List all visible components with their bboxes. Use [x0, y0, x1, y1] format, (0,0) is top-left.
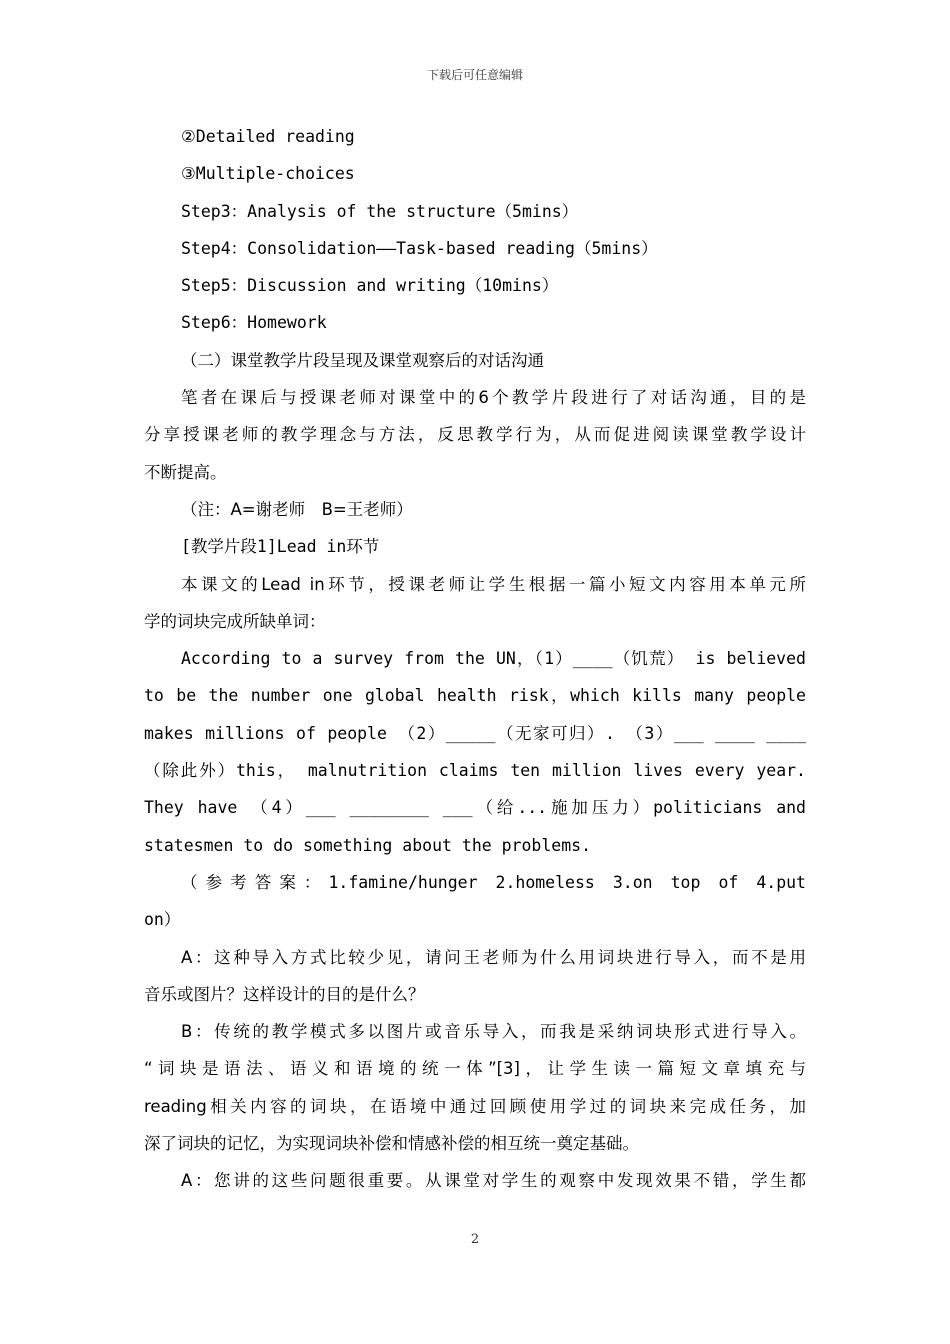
exercise-line: makes millions of people （2）_____（无家可归）. （3）___ ____ ____ — [144, 723, 806, 743]
list-item-multiple-choices: ③Multiple-choices — [181, 164, 355, 184]
paragraph-line: 分享授课老师的教学理念与方法，反思教学行为，从而促进阅读课堂教学设计 — [144, 425, 806, 445]
paragraph-line: 不断提高。 — [144, 462, 227, 482]
exercise-line: to be the number one global health risk，which kills many people — [144, 686, 806, 706]
exercise-line: According to a survey from the UN，（1）____（饥荒） is believed — [181, 649, 806, 669]
dialogue-line: B：传统的教学模式多以图片或音乐导入，而我是采纳词块形式进行导入。 — [181, 1022, 806, 1042]
step6-line: Step6：Homework — [181, 313, 327, 333]
paragraph-line: 笔者在课后与授课老师对课堂中的6个教学片段进行了对话沟通，目的是 — [181, 388, 806, 408]
segment-heading: [教学片段1]Lead in环节 — [181, 537, 380, 557]
step3-line: Step3：Analysis of the structure（5mins） — [181, 201, 579, 221]
paragraph-line: 学的词块完成所缺单词： — [144, 611, 326, 631]
page-header: 下载后可任意编辑 — [426, 68, 523, 82]
answer-line: （参考答案：1.famine/hunger 2.homeless 3.on top of 4.put — [181, 872, 806, 892]
document-body — [144, 118, 806, 1200]
dialogue-line: A：这种导入方式比较少见，请问王老师为什么用词块进行导入，而不是用 — [181, 947, 806, 967]
paragraph-line: 本课文的Lead in环节，授课老师让学生根据一篇小短文内容用本单元所 — [181, 574, 806, 594]
dialogue-line: reading相关内容的词块，在语境中通过回顾使用学过的词块来完成任务，加 — [144, 1096, 806, 1116]
section-heading: （二）课堂教学片段呈现及课堂观察后的对话沟通 — [181, 350, 544, 370]
note-line: （注：A=谢老师 B=王老师） — [181, 499, 413, 519]
exercise-line: （除此外）this， malnutrition claims ten million lives every year. — [144, 761, 806, 781]
exercise-line: They have （4）___ ________ ___（给...施加压力）politicians and — [144, 798, 806, 818]
dialogue-line: 深了词块的记忆，为实现词块补偿和情感补偿的相互统一奠定基础。 — [144, 1134, 639, 1154]
step4-line: Step4：Consolidation——Task-based reading（5mins） — [181, 238, 658, 258]
exercise-line: statesmen to do something about the problems. — [144, 835, 592, 855]
dialogue-line: 音乐或图片？这样设计的目的是什么？ — [144, 984, 425, 1004]
answer-line: on） — [144, 910, 181, 930]
list-item-detailed-reading: ②Detailed reading — [181, 127, 355, 146]
dialogue-line: “词块是语法、语义和语境的统一体”[3]，让学生读一篇短文章填充与 — [144, 1059, 806, 1079]
page-number: 2 — [470, 1232, 480, 1247]
dialogue-line: A：您讲的这些问题很重要。从课堂对学生的观察中发现效果不错，学生都 — [181, 1171, 806, 1191]
step5-line: Step5：Discussion and writing（10mins） — [181, 276, 559, 296]
